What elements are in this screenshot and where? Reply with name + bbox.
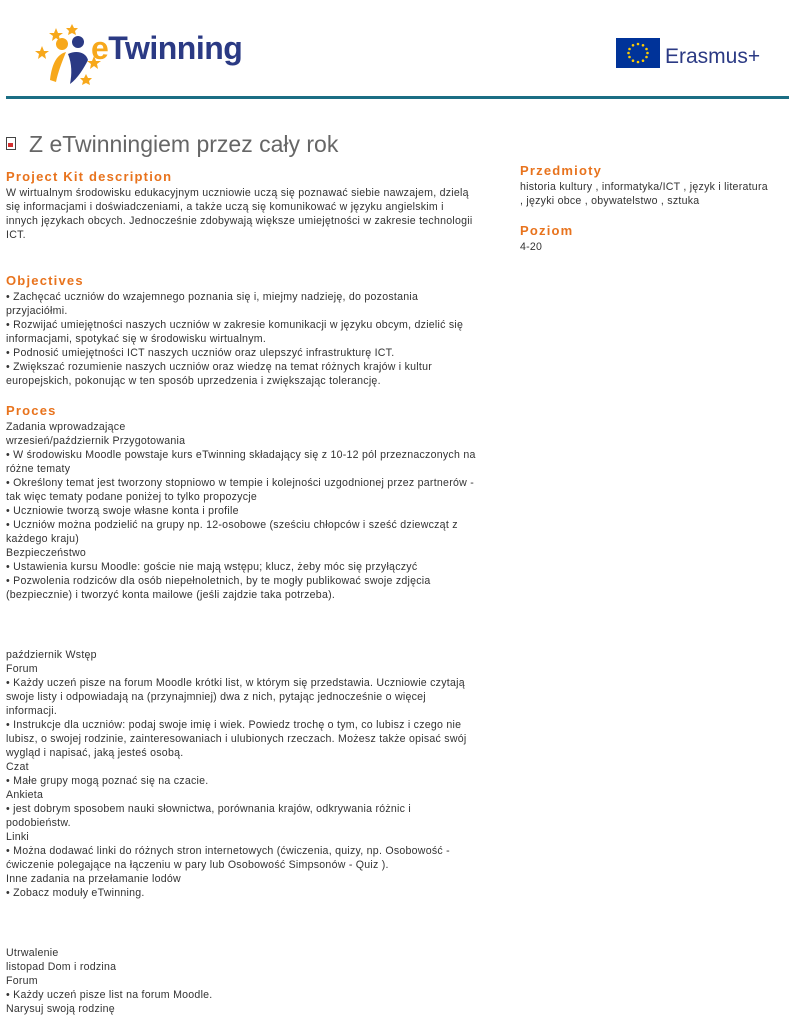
subjects-heading: Przedmioty [520,163,603,178]
subjects-list [520,180,790,208]
proces-line: swoje listy i odpowiadają na (przynajmniej) dwa z nich, pytając jednocześnie o więcej [6,691,426,703]
proces-line: ćwiczenie polegające na łączeniu w pary lub Osobowość Simpsonów - Quiz ). [6,859,389,871]
proces-line: • Ustawienia kursu Moodle: goście nie mają wstępu; klucz, żeby móc się przyłączyć [6,561,418,573]
proces-line: • Każdy uczeń pisze na forum Moodle krótki list, w którym się przedstawia. Uczniowie czytają [6,677,465,689]
level-heading: Poziom [520,223,574,238]
proces-line: wrzesień/październik Przygotowania [6,435,186,447]
proces-block-2 [6,648,506,900]
proces-line: informacji. [6,705,58,717]
subjects-line: historia kultury , informatyka/ICT , język i literatura [520,181,768,193]
proces-heading: Proces [6,403,57,418]
proces-line: • W środowisku Moodle powstaje kurs eTwinning składający się z 10-12 pól przeznaczonych na [6,449,476,461]
proces-line: Forum [6,663,38,675]
proces-line: Czat [6,761,29,773]
level-line: 4-20 [520,241,543,253]
proces-line: • jest dobrym sposobem nauki słownictwa, porównania krajów, odkrywania różnic i [6,803,412,815]
proces-block-1 [6,420,506,602]
subjects-line: , języki obce , obywatelstwo , sztuka [520,195,700,207]
proces-line: podobieństw. [6,817,71,829]
proces-line: Bezpieczeństwo [6,547,87,559]
proces-line: październik Wstęp [6,649,97,661]
etwinning-logo-text: eTwinning [91,30,243,66]
objective-line: • Podnosić umiejętności ICT naszych uczniów oraz ulepszyć infrastrukturę ICT. [6,347,395,359]
document-icon [6,137,16,150]
proces-line: każdego kraju) [6,533,79,545]
proces-line: tak więc tematy podane poniżej to tylko propozycje [6,491,257,503]
proces-line: Inne zadania na przełamanie lodów [6,873,181,885]
objective-line: europejskich, pokonując w ten sposób uprzedzenia i zwiększając tolerancję. [6,375,381,387]
proces-line: wygląd i napisać, jaką jesteś osobą. [6,747,184,759]
objective-line: • Rozwijać umiejętności naszych uczniów w zakresie komunikacji w języku obcym, dzielić się [6,319,464,331]
proces-line: • Małe grupy mogą poznać się na czacie. [6,775,209,787]
description-line: innych językach obcych. Jednocześnie zdobywają większe umiejętności w zakresie technologii [6,215,473,227]
proces-line: Zadania wprowadzające [6,421,126,433]
level-value [520,240,790,254]
proces-line: listopad Dom i rodzina [6,961,117,973]
objective-line: • Zachęcać uczniów do wzajemnego poznania się i, miejmy nadzieję, do pozostania [6,291,419,303]
proces-line: (bezpiecznie) i tworzyć konta mailowe (jeśli zajdzie taka potrzeba). [6,589,336,601]
description-line: W wirtualnym środowisku edukacyjnym uczniowie uczą się poznawać siebie nawzajem, dzielą [6,187,469,199]
description-heading: Project Kit description [6,169,173,184]
erasmus-logo-text: Erasmus+ [665,45,761,68]
proces-line: Ankieta [6,789,44,801]
proces-line: • Pozwolenia rodziców dla osób niepełnoletnich, by te mogły publikować swoje zdjęcia [6,575,431,587]
objective-line: informacjami, spotykać się w środowisku wirtualnym. [6,333,267,345]
proces-line: lubisz, o swojej rodzinie, zainteresowaniach i ulubionych rzeczach. Możesz także opisać swój [6,733,467,745]
proces-line: • Zobacz moduły eTwinning. [6,887,145,899]
description-text [6,186,506,242]
page-header [0,0,791,100]
proces-line: • Określony temat jest tworzony stopniowo w tempie i kolejności uzgodnionej przez partnerów - [6,477,474,489]
proces-line: • Każdy uczeń pisze list na forum Moodle. [6,989,213,1001]
proces-line: • Można dodawać linki do różnych stron internetowych (ćwiczenia, quizy, np. Osobowość - [6,845,450,857]
proces-line: Linki [6,831,30,843]
objectives-heading: Objectives [6,273,84,288]
proces-line: • Uczniów można podzielić na grupy np. 12-osobowe (sześciu chłopców i sześć dziewcząt z [6,519,458,531]
proces-line: Forum [6,975,38,987]
proces-line: różne tematy [6,463,71,475]
objective-line: • Zwiększać rozumienie naszych uczniów oraz wiedzę na temat różnych krajów i kultur [6,361,433,373]
objective-line: przyjaciółmi. [6,305,68,317]
description-line: ICT. [6,229,26,241]
description-line: się informacjami i doświadczeniami, a także uczą się komunikować w języku angielskim i [6,201,444,213]
objectives-text [6,290,506,388]
proces-line: Utrwalenie [6,947,59,959]
proces-block-3 [6,946,506,1016]
page-title: Z eTwinningiem przez cały rok [29,131,339,157]
proces-line: • Instrukcje dla uczniów: podaj swoje imię i wiek. Powiedz trochę o tym, co lubisz i czego nie [6,719,462,731]
proces-line: • Uczniowie tworzą swoje własne konta i profile [6,505,239,517]
proces-line: Narysuj swoją rodzinę [6,1003,115,1015]
header-divider [6,96,789,99]
